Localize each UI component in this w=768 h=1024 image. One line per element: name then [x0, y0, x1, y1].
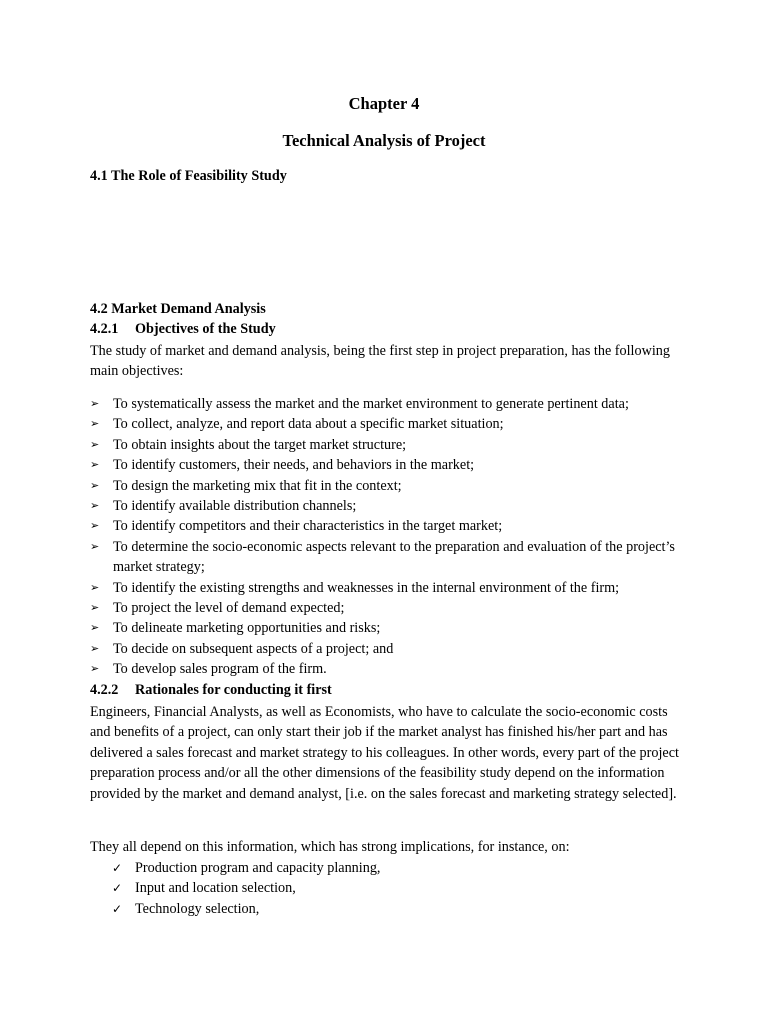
- arrowhead-bullet-icon: ➢: [90, 580, 100, 594]
- list-item: ➢ To obtain insights about the target market structure;: [90, 435, 680, 455]
- list-item: ✓ Input and location selection,: [112, 878, 672, 898]
- arrowhead-bullet-icon: ➢: [90, 478, 100, 492]
- arrowhead-bullet-icon: ➢: [90, 539, 100, 553]
- subsection-title: Rationales for conducting it first: [135, 682, 332, 698]
- subsection-heading-4-2-2: [90, 682, 332, 699]
- intro-paragraph: [90, 341, 680, 382]
- arrowhead-bullet-icon: ➢: [90, 437, 100, 451]
- arrowhead-bullet-icon: ➢: [90, 621, 100, 635]
- list-item: ➢ To identify available distribution channels;: [90, 496, 680, 516]
- subsection-heading-4-2-1: [90, 321, 276, 338]
- chapter-heading: Chapter 4: [348, 94, 420, 113]
- paragraph-text: Engineers, Financial Analysts, as well as Economists, who have to calculate the socio-economic costs and benefits of a project, can only start their job if the market analyst has finished his/her part and has delivered a sales forecast and market strategy to his colleagues. In other words, every part of the project preparation process and/or all the other dimensions of the feasibility study depend on the information provided by the market and demand analyst, [i.e. on the sales forecast and marketing strategy selected].: [90, 704, 679, 802]
- list-item: ✓ Technology selection,: [112, 899, 672, 919]
- checkmark-icon: ✓: [112, 881, 123, 896]
- section-heading-4-2: 4.2 Market Demand Analysis: [90, 301, 266, 317]
- implications-list: [112, 858, 672, 919]
- checkmark-icon: ✓: [112, 901, 123, 916]
- objectives-list: [90, 394, 680, 679]
- list-item: ➢ To determine the socio-economic aspects relevant to the preparation and evaluation of the project’s market strategy;: [90, 538, 675, 576]
- section-heading-4-1: 4.1 The Role of Feasibility Study: [90, 168, 287, 184]
- list-item: ➢ To design the marketing mix that fit in the context;: [90, 476, 680, 496]
- list-item: ➢ To develop sales program of the firm.: [90, 659, 680, 679]
- list-item: ➢ To systematically assess the market and the market environment to generate pertinent data;: [90, 394, 680, 414]
- list-item: ➢ To identify the existing strengths and weaknesses in the internal environment of the firm;: [90, 578, 680, 598]
- implications-intro: [90, 837, 680, 857]
- arrowhead-bullet-icon: ➢: [90, 417, 100, 431]
- subsection-number: 4.2.2: [90, 682, 119, 698]
- list-item: ➢ To delineate marketing opportunities and risks;: [90, 618, 680, 638]
- paragraph-text: They all depend on this information, which has strong implications, for instance, on:: [90, 839, 570, 855]
- list-item: ➢ To collect, analyze, and report data about a specific market situation;: [90, 414, 680, 434]
- list-item: ➢ To project the level of demand expected;: [90, 598, 680, 618]
- document-title: Technical Analysis of Project: [282, 131, 486, 150]
- list-item: ➢ To decide on subsequent aspects of a project; and: [90, 639, 680, 659]
- arrowhead-bullet-icon: ➢: [90, 519, 100, 533]
- subsection-number: 4.2.1: [90, 321, 119, 337]
- list-item: ➢ To identify customers, their needs, and behaviors in the market;: [90, 455, 680, 475]
- arrowhead-bullet-icon: ➢: [90, 662, 100, 676]
- arrowhead-bullet-icon: ➢: [90, 641, 100, 655]
- paragraph-text: The study of market and demand analysis, being the first step in project preparation, has the following main objectives:: [90, 343, 670, 380]
- list-item: ➢ To identify competitors and their characteristics in the target market;: [90, 516, 680, 536]
- rationale-paragraph: [90, 702, 680, 804]
- arrowhead-bullet-icon: ➢: [90, 600, 100, 614]
- subsection-title: Objectives of the Study: [135, 321, 276, 337]
- arrowhead-bullet-icon: ➢: [90, 458, 100, 472]
- checkmark-icon: ✓: [112, 861, 123, 875]
- arrowhead-bullet-icon: ➢: [90, 397, 100, 410]
- arrowhead-bullet-icon: ➢: [90, 498, 100, 512]
- list-item: ✓ Production program and capacity planning,: [112, 858, 672, 878]
